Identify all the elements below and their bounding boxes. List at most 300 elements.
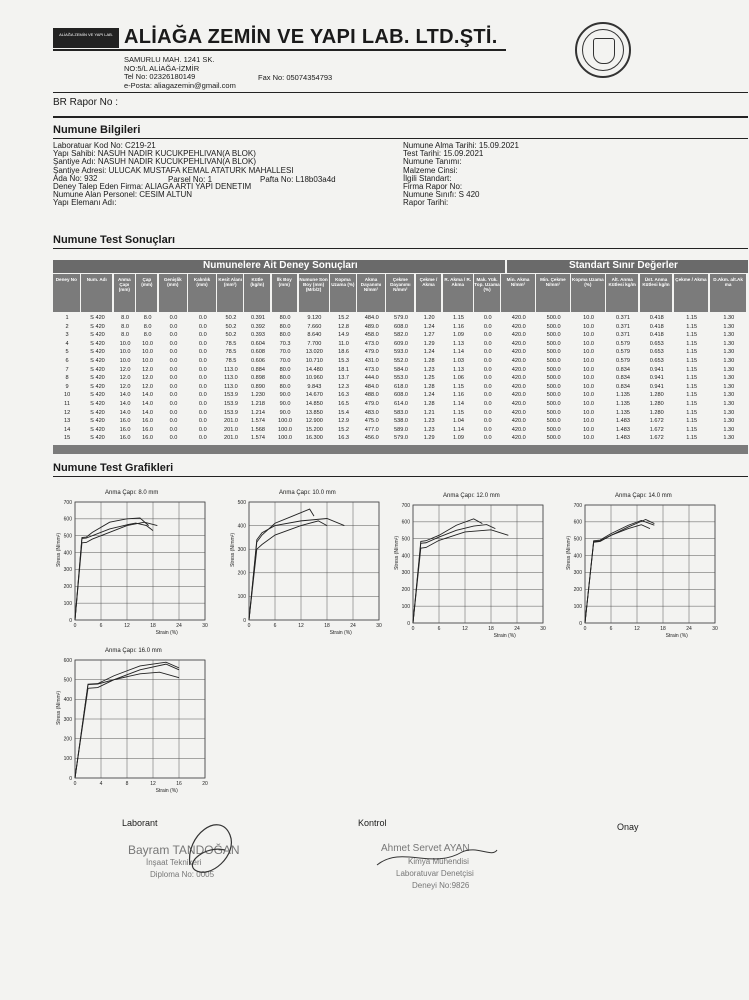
table-cell: 0.604: [251, 340, 265, 347]
y-tick-label: 200: [63, 736, 72, 743]
table-cell: 5: [65, 349, 69, 356]
table-cell: 0.0: [483, 323, 492, 330]
table-cell: 80.0: [279, 366, 291, 373]
table-cell: 0.0: [198, 435, 207, 442]
table-cell: 1.15: [686, 349, 698, 356]
table-cell: S 420: [90, 383, 105, 390]
x-axis-label: Strain (%): [665, 633, 688, 639]
table-cell: 13.850: [305, 409, 323, 416]
table-cell: S 420: [90, 358, 105, 364]
table-cell: 50.2: [225, 315, 237, 321]
table-cell: 500.0: [546, 349, 561, 356]
table-cell: S 420: [90, 401, 105, 407]
x-tick-label: 6: [609, 626, 613, 632]
table-cell: 78.5: [225, 340, 237, 347]
chart-title: Anma Çapı: 14.0 mm: [615, 493, 672, 499]
table-cell: 1.135: [615, 401, 630, 407]
table-cell: 16.3: [338, 435, 350, 442]
table-cell: 1.30: [723, 418, 735, 425]
y-tick-label: 200: [63, 584, 72, 591]
table-cell: 0.0: [198, 409, 207, 416]
series-line: [585, 525, 650, 623]
table-cell: 500.0: [546, 323, 561, 330]
table-cell: 9.843: [307, 383, 322, 390]
y-tick-label: 300: [63, 567, 72, 574]
table-cell: 1.15: [686, 375, 698, 382]
column-header: Akma Dayanımı N/mm²: [357, 274, 385, 312]
x-tick-label: 4: [99, 781, 103, 787]
table-cell: 0.834: [615, 366, 630, 373]
table-cell: 1.30: [723, 383, 735, 390]
x-tick-label: 12: [298, 623, 304, 629]
table-cell: S 420: [90, 340, 105, 347]
table-cell: 80.0: [279, 383, 291, 390]
table-cell: 100.0: [278, 435, 293, 442]
table-cell: 8.0: [143, 315, 152, 321]
chart-plot: [391, 493, 561, 641]
onay-label: Onay: [617, 822, 639, 832]
table-cell: 16.0: [142, 426, 154, 433]
table-cell: 0.0: [169, 401, 178, 407]
x-axis-label: Strain (%): [155, 788, 178, 794]
table-cell: 50.2: [225, 323, 237, 330]
table-cell: 0.608: [251, 349, 265, 356]
table-cell: 153.9: [223, 392, 238, 399]
table-cell: 618.0: [394, 383, 409, 390]
column-header: D.Akm. alt.Ak ma: [710, 274, 747, 312]
table-cell: 0.418: [649, 323, 664, 330]
table-cell: 113.0: [224, 383, 238, 390]
table-cell: 0.579: [615, 349, 630, 356]
table-footer-band: [53, 445, 748, 454]
table-cell: 8.640: [307, 332, 322, 339]
table-cell: 1.29: [423, 435, 435, 442]
table-cell: 10.0: [583, 315, 595, 321]
table-cell: 50.2: [225, 332, 237, 339]
y-axis-label: Stress (N/mm²): [566, 536, 572, 570]
stress-strain-chart: [563, 493, 733, 641]
table-cell: 0.0: [169, 349, 178, 356]
table-cell: 0.0: [169, 383, 178, 390]
table-cell: 0.0: [169, 340, 178, 347]
table-cell: 8.0: [143, 332, 152, 339]
table-cell: 589.0: [394, 426, 409, 433]
table-cell: 579.0: [394, 315, 409, 321]
table-cell: 1.30: [723, 349, 735, 356]
y-tick-label: 500: [237, 499, 246, 506]
table-cell: 10.0: [119, 349, 131, 356]
x-axis-label: Strain (%): [155, 630, 178, 636]
x-tick-label: 12: [124, 623, 130, 629]
table-cell: S 420: [90, 332, 105, 339]
report-date: Rapor Tarihi:: [403, 198, 449, 208]
table-cell: 16.0: [142, 418, 154, 425]
stress-strain-chart: [227, 490, 397, 640]
table-cell: 500.0: [546, 418, 561, 425]
table-cell: 0.391: [251, 315, 265, 321]
table-cell: 0.0: [169, 315, 178, 321]
plot-frame: [585, 505, 715, 623]
table-cell: 7.660: [307, 323, 322, 330]
table-cell: 18.1: [338, 366, 350, 373]
table-row: [53, 410, 748, 417]
y-tick-label: 600: [573, 519, 582, 526]
plot-frame: [413, 505, 543, 623]
table-cell: 1.483: [615, 418, 630, 425]
stress-strain-chart: [53, 648, 223, 798]
y-tick-label: 100: [63, 756, 72, 763]
table-cell: 0.0: [198, 392, 207, 399]
y-tick-label: 500: [401, 536, 410, 543]
table-cell: 500.0: [546, 435, 561, 442]
address-line-1: SAMURLU MAH. 1241 SK.: [124, 55, 215, 64]
table-cell: 7.700: [307, 340, 322, 347]
table-cell: 10.0: [583, 358, 595, 364]
table-cell: 0.941: [649, 383, 664, 390]
table-cell: 1.14: [453, 426, 464, 433]
table-row: [53, 332, 748, 339]
table-cell: 500.0: [546, 426, 561, 433]
table-cell: 614.0: [394, 401, 409, 407]
table-cell: 420.0: [511, 323, 526, 330]
table-cell: 420.0: [511, 392, 526, 399]
table-row: [53, 427, 748, 434]
table-cell: 14.850: [305, 401, 323, 407]
table-cell: 1.483: [615, 435, 630, 442]
laborant-diploma: Diploma No: 0005: [150, 870, 215, 879]
y-tick-label: 500: [63, 677, 72, 684]
table-cell: 70.0: [279, 349, 291, 356]
table-cell: 1.28: [423, 401, 435, 407]
company-logo: ALİAĞA ZEMİN VE YAPI LAB.: [53, 28, 119, 48]
table-cell: 18.6: [338, 349, 350, 356]
table-cell: 11.0: [338, 340, 349, 347]
table-cell: 0.0: [483, 418, 492, 425]
table-row: [53, 358, 748, 365]
table-cell: 0.941: [649, 375, 664, 382]
table-cell: 12.0: [119, 366, 131, 373]
table-cell: 500.0: [546, 409, 561, 416]
laborant-name: Bayram TANDOĞAN: [128, 843, 240, 857]
table-cell: 0.653: [649, 358, 664, 364]
chart-title: Anma Çapı: 12.0 mm: [443, 493, 500, 499]
table-cell: 1.672: [649, 418, 664, 425]
table-cell: 80.0: [279, 323, 291, 330]
table-cell: 70.0: [279, 358, 291, 364]
y-tick-label: 200: [237, 570, 246, 577]
table-cell: 10.0: [583, 323, 595, 330]
table-cell: 431.0: [364, 358, 379, 364]
table-cell: 1.24: [423, 349, 435, 356]
column-header: Mak. Yük. Top. Uzama (%): [474, 274, 500, 312]
table-cell: 0.0: [198, 401, 207, 407]
table-cell: 0.0: [198, 340, 207, 347]
y-tick-label: 0: [579, 620, 582, 627]
table-cell: 1.03: [453, 358, 464, 364]
sample-definition: Numune Tanımı:: [403, 157, 462, 167]
table-cell: 1.28: [423, 358, 435, 364]
table-cell: 593.0: [394, 349, 409, 356]
table-cell: 1: [65, 315, 69, 321]
table-cell: 10.960: [305, 375, 323, 382]
y-tick-label: 700: [63, 499, 72, 506]
table-row: [53, 375, 748, 382]
table-cell: 1.16: [453, 323, 464, 330]
y-tick-label: 400: [63, 550, 72, 557]
table-cell: 1.28: [423, 383, 435, 390]
table-cell: 488.0: [364, 392, 379, 399]
table-cell: 0.0: [198, 332, 207, 339]
table-cell: 15: [63, 435, 71, 442]
x-tick-label: 0: [73, 623, 77, 629]
table-cell: 0.0: [483, 366, 492, 373]
table-cell: 10.0: [583, 426, 595, 433]
table-cell: S 420: [90, 435, 105, 442]
lab-code: Laboratuar Kod No: C219-21: [53, 141, 156, 150]
requesting-firm: Deney Talep Eden Firma: ALIAGA ARTI YAPI DENETIM: [53, 181, 252, 191]
graphs-title: Numune Test Grafikleri: [53, 462, 174, 474]
x-tick-label: 8: [125, 781, 129, 787]
table-cell: 1.280: [649, 401, 664, 407]
table-cell: 500.0: [546, 401, 561, 407]
x-tick-label: 24: [686, 626, 692, 632]
table-cell: 420.0: [511, 409, 526, 416]
map-sheet-number: Pafta No: L18b03a4d: [260, 174, 336, 184]
x-tick-label: 0: [583, 626, 587, 632]
table-cell: S 420: [90, 409, 105, 416]
table-cell: 1.15: [686, 323, 698, 330]
table-cell: 10.0: [583, 349, 595, 356]
table-cell: 0.0: [198, 383, 207, 390]
table-cell: 483.0: [364, 409, 379, 416]
column-header: R. Akma / R. Akma: [443, 274, 473, 312]
table-cell: 0.0: [483, 358, 492, 364]
table-cell: 473.0: [364, 340, 379, 347]
table-cell: 0.371: [615, 315, 630, 321]
test-date: Test Tarihi: 15.09.2021: [403, 149, 484, 159]
column-header: Anma Çapı (mm): [114, 274, 135, 312]
x-axis-label: Strain (%): [493, 633, 516, 639]
table-cell: 8.0: [121, 332, 129, 339]
table-cell: 1.30: [723, 366, 735, 373]
table-cell: 0.0: [198, 426, 207, 433]
y-tick-label: 300: [237, 547, 246, 553]
table-cell: 579.0: [394, 435, 409, 442]
table-cell: 1.15: [686, 366, 698, 373]
table-cell: S 420: [90, 323, 105, 330]
table-cell: 609.0: [394, 340, 409, 347]
table-cell: 0.0: [169, 323, 178, 330]
table-cell: 0.0: [483, 383, 492, 390]
table-row: [53, 392, 748, 399]
table-cell: 201.0: [223, 418, 238, 425]
x-tick-label: 30: [712, 626, 718, 632]
table-row: [53, 384, 748, 391]
table-cell: 1.30: [723, 340, 735, 347]
x-tick-label: 18: [488, 626, 494, 632]
building-owner: Yapı Sahibi: NASUH NADIR KUCUKPEHLIVAN(A BLOK): [53, 149, 256, 159]
table-cell: 475.0: [364, 418, 379, 425]
table-cell: 1.29: [423, 340, 435, 347]
table-cell: 420.0: [511, 315, 526, 321]
stress-strain-chart: [391, 493, 561, 641]
table-cell: 1.27: [423, 332, 435, 339]
table-cell: 0.884: [251, 366, 265, 373]
table-cell: 0.0: [169, 332, 178, 339]
company-address: [124, 56, 236, 90]
column-header: Üst. Anma Kütlesi kg/m: [640, 274, 672, 312]
table-cell: 78.5: [225, 349, 237, 356]
table-cell: 1.483: [615, 426, 630, 433]
table-row: [53, 324, 748, 331]
table-cell: 16.0: [119, 426, 131, 433]
table-cell: 0.0: [198, 315, 207, 321]
table-cell: 1.23: [423, 426, 435, 433]
table-cell: 13.7: [338, 375, 350, 382]
table-cell: 1.14: [453, 401, 464, 407]
table-cell: 1.09: [453, 435, 464, 442]
chart-plot: [53, 648, 223, 798]
table-cell: 1.25: [423, 375, 435, 382]
column-header: Min. Çekme N/mm²: [536, 274, 569, 312]
column-header: Çekme Dayanımı N/mm²: [386, 274, 414, 312]
table-cell: 0.0: [198, 358, 207, 364]
table-cell: 10.0: [583, 383, 595, 390]
series-line: [75, 518, 149, 620]
table-cell: 420.0: [511, 366, 526, 373]
table-cell: 0.392: [251, 323, 265, 330]
column-header: Min. Akma N/mm²: [501, 274, 534, 312]
table-cell: 10: [63, 392, 71, 399]
table-cell: 16.5: [338, 401, 350, 407]
table-cell: 90.0: [279, 409, 291, 416]
table-cell: 13: [63, 418, 71, 425]
table-cell: 0.0: [483, 435, 492, 442]
column-header: Kesit Alanı (mm²): [217, 274, 243, 312]
y-tick-label: 600: [401, 519, 410, 526]
y-tick-label: 400: [573, 553, 582, 560]
table-cell: 12: [63, 409, 71, 416]
table-cell: 14.0: [119, 401, 131, 407]
divider: [53, 138, 748, 139]
table-cell: 9: [65, 383, 69, 390]
table-cell: 16.3: [338, 392, 350, 399]
x-tick-label: 6: [437, 626, 441, 632]
table-cell: 420.0: [511, 340, 526, 347]
table-cell: 7: [65, 366, 69, 373]
table-cell: 0.0: [198, 349, 207, 356]
y-tick-label: 300: [401, 570, 410, 577]
table-cell: 1.280: [649, 409, 664, 416]
table-cell: 0.941: [649, 366, 664, 373]
table-cell: 1.15: [686, 358, 698, 364]
y-tick-label: 200: [573, 587, 582, 594]
table-cell: 8.0: [121, 323, 129, 330]
results-band: [53, 260, 505, 273]
table-cell: 10.0: [583, 418, 595, 425]
table-cell: 1.30: [723, 323, 735, 330]
column-header: Kalınlık (mm): [188, 274, 216, 312]
table-cell: 2: [65, 323, 69, 330]
parcel-number: Parsel No: 1: [168, 174, 213, 184]
structural-element: Yapı Elemanı Adı:: [53, 198, 117, 208]
table-cell: 15.4: [338, 409, 350, 416]
table-cell: 1.30: [723, 392, 735, 399]
y-tick-label: 100: [63, 600, 72, 607]
y-tick-label: 400: [237, 523, 246, 530]
table-cell: 0.0: [483, 340, 492, 347]
table-cell: 420.0: [511, 358, 526, 364]
chart-title: Anma Çapı: 8.0 mm: [105, 490, 159, 496]
standards-band-label: Standart Sınır Değerler: [569, 260, 678, 271]
table-cell: 1.15: [686, 340, 698, 347]
table-cell: 0.0: [483, 401, 492, 407]
table-cell: 500.0: [546, 366, 561, 373]
table-cell: 90.0: [279, 401, 291, 407]
table-cell: 0.0: [169, 426, 178, 433]
table-cell: 582.0: [394, 332, 409, 339]
table-cell: 0.0: [483, 426, 492, 433]
table-cell: 1.15: [686, 418, 698, 425]
table-cell: 1.13: [453, 366, 464, 373]
table-cell: 0.0: [483, 315, 492, 321]
table-cell: 3: [65, 332, 69, 339]
series-line: [75, 523, 153, 620]
y-tick-label: 0: [69, 775, 72, 782]
table-cell: 14.0: [119, 409, 131, 416]
table-cell: 6: [65, 358, 69, 364]
table-cell: 201.0: [223, 426, 238, 433]
table-cell: 1.30: [723, 358, 735, 364]
table-cell: 0.653: [649, 340, 664, 347]
sampling-staff: Numune Alan Personel: CESIM ALTUN: [53, 190, 193, 200]
table-cell: 1.21: [423, 409, 435, 416]
table-cell: 0.0: [198, 418, 207, 425]
site-name: Şantiye Adı: NASUH NADIR KUCUKPEHLIVAN(A BLOK): [53, 157, 257, 167]
x-tick-label: 18: [660, 626, 666, 632]
sample-info-right: [403, 142, 519, 208]
table-cell: 0.0: [198, 323, 207, 330]
results-band-label: Numunelere Ait Deney Sonuçları: [203, 260, 358, 271]
x-tick-label: 18: [324, 623, 330, 629]
column-header: Numune Son Boy (mm) (Mrb/2): [299, 274, 329, 312]
divider: [53, 248, 748, 249]
table-cell: 10.0: [583, 332, 595, 339]
table-cell: 16.0: [142, 435, 154, 442]
table-cell: S 420: [90, 392, 105, 399]
table-cell: 12.9: [338, 418, 350, 425]
y-tick-label: 300: [573, 570, 582, 577]
table-cell: 1.568: [251, 426, 265, 433]
series-line: [413, 525, 495, 623]
table-cell: 16.0: [119, 418, 131, 425]
table-cell: 0.0: [169, 366, 178, 373]
results-table-header: [53, 274, 748, 312]
firm-report-number: Firma Rapor No:: [403, 181, 463, 191]
table-cell: 1.15: [686, 401, 698, 407]
related-standard: İlgili Standart:: [403, 173, 452, 183]
sampling-date: Numune Alma Tarihi: 15.09.2021: [403, 141, 519, 150]
table-cell: 1.23: [423, 418, 435, 425]
table-cell: 0.0: [483, 409, 492, 416]
x-tick-label: 18: [150, 623, 156, 629]
table-cell: 14.670: [305, 392, 323, 399]
table-cell: 500.0: [546, 392, 561, 399]
divider: [53, 476, 748, 477]
table-cell: 1.30: [723, 426, 735, 433]
y-axis-label: Stress (N/mm²): [230, 533, 236, 567]
table-cell: 1.230: [251, 392, 265, 399]
